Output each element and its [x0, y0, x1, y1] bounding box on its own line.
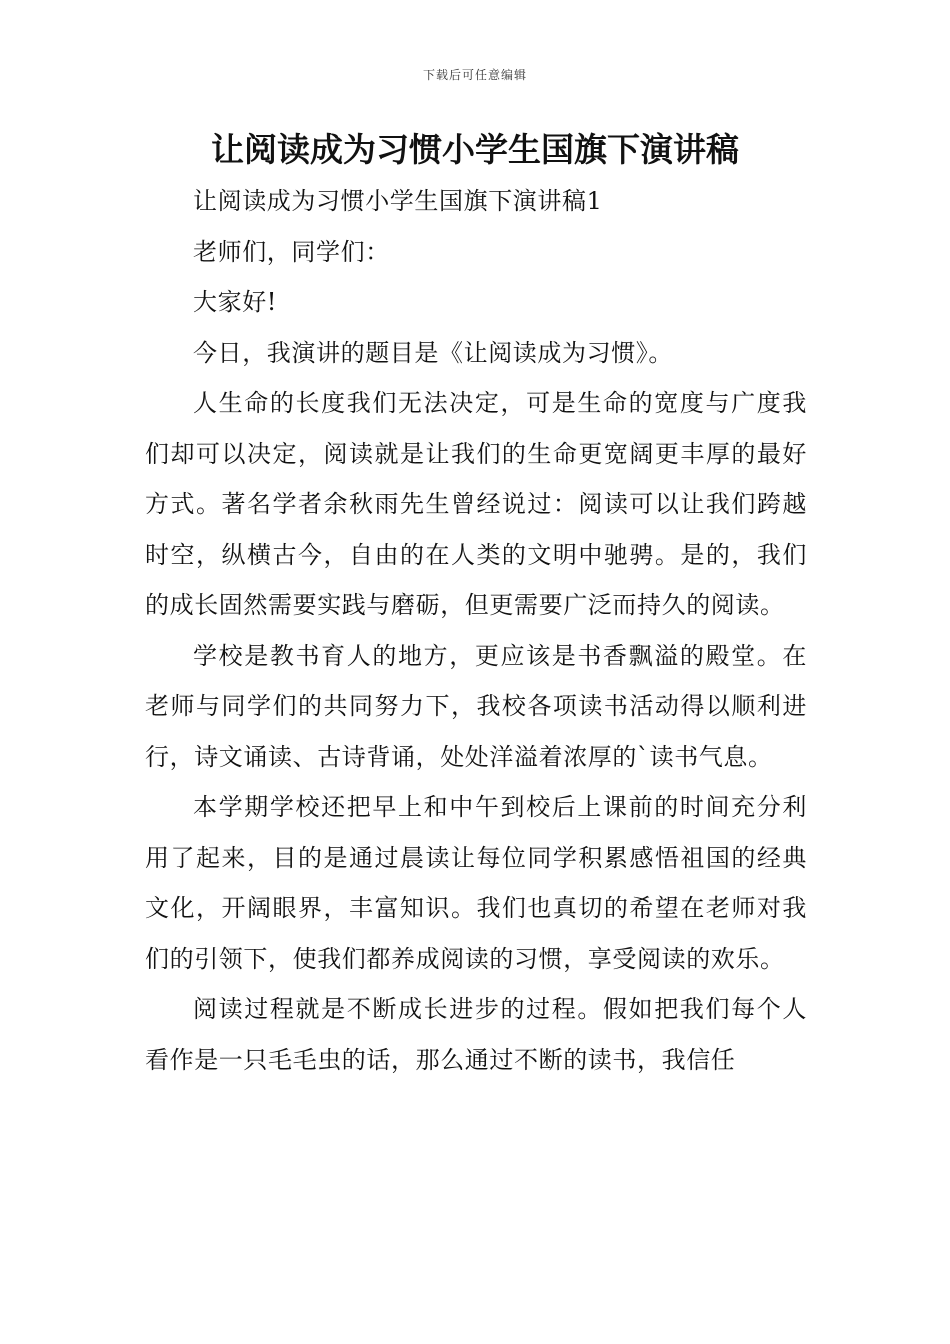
document-title: 让阅读成为习惯小学生国旗下演讲稿 [211, 130, 739, 169]
paragraph-topic: 今日，我演讲的题目是《让阅读成为习惯》。 [193, 338, 673, 367]
paragraph-subtitle: 让阅读成为习惯小学生国旗下演讲稿1 [193, 187, 603, 215]
paragraph-body: 人生命的长度我们无法决定，可是生命的宽度与广度我们却可以决定，阅读就是让我们的生命更宽阔更丰厚的最好方式。著名学者余秋雨先生曾经说过：阅读可以让我们跨越时空，纵横古今，自由的在人类的文明中驰骋。是的，我们的成长固然需要实践与磨砺，但更需要广泛而持久的阅读。 [145, 389, 807, 619]
paragraph-body: 本学期学校还把早上和中午到校后上课前的时间充分利用了起来，目的是通过晨读让每位同学积累感悟祖国的经典文化，开阔眼界，丰富知识。我们也真切的希望在老师对我们的引领下，使我们都养成阅读的习惯，享受阅读的欢乐。 [145, 793, 807, 973]
paragraph-body: 阅读过程就是不断成长进步的过程。假如把我们每个人看作是一只毛毛虫的话，那么通过不断的读书，我信任 [145, 995, 807, 1074]
paragraph-body: 学校是教书育人的地方，更应该是书香飘溢的殿堂。在老师与同学们的共同努力下，我校各项读书活动得以顺利进行，诗文诵读、古诗背诵，处处洋溢着浓厚的`读书气息。 [145, 641, 807, 771]
paragraph-greeting: 老师们，同学们： [193, 237, 390, 266]
document-body [145, 176, 807, 1085]
paragraph-hello: 大家好! [193, 288, 278, 316]
header-note: 下载后可任意编辑 [422, 68, 527, 82]
